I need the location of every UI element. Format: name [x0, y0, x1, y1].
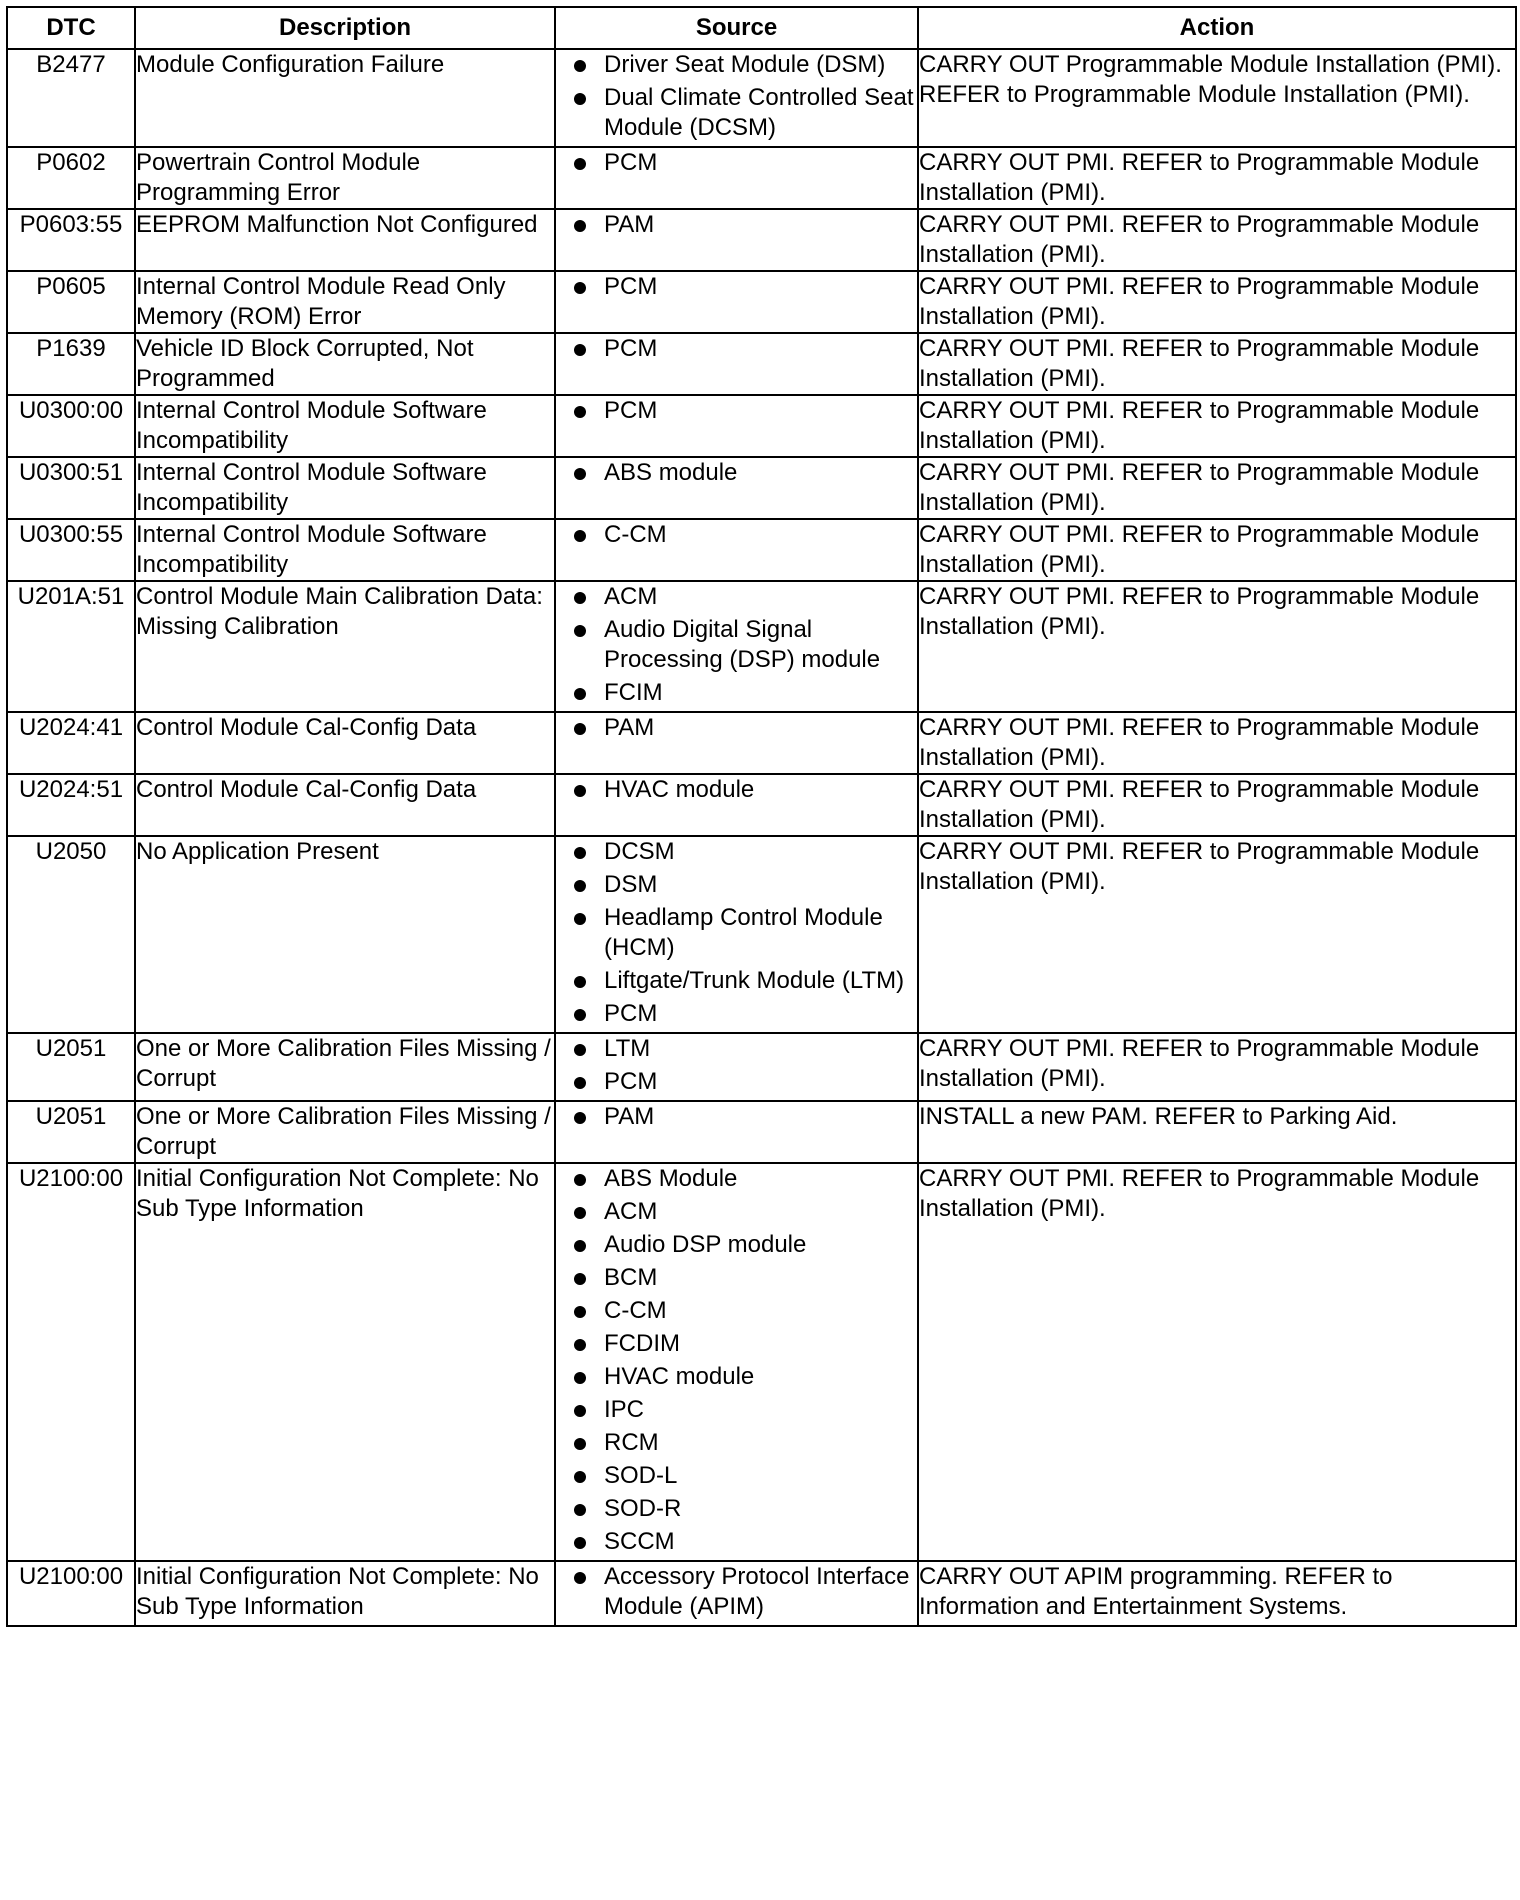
source-label: Headlamp Control Module (HCM): [604, 904, 883, 961]
source-label: Audio DSP module: [604, 1231, 807, 1258]
dtc-code: U2050: [7, 836, 135, 1033]
dtc-code: U0300:00: [7, 395, 135, 457]
source-item: [556, 775, 917, 805]
source-item: [556, 1395, 917, 1425]
dtc-source: [555, 209, 918, 271]
bullet-icon: [574, 1009, 586, 1021]
bullet-icon: [574, 1044, 586, 1056]
source-label: PCM: [604, 149, 658, 176]
dtc-description: Control Module Main Calibration Data: Missing Calibration: [135, 581, 555, 712]
dtc-action: CARRY OUT PMI. REFER to Programmable Module Installation (PMI).: [918, 1033, 1516, 1101]
dtc-description: Control Module Cal-Config Data: [135, 774, 555, 836]
source-item: [556, 1197, 917, 1227]
table-row: [7, 581, 1516, 712]
source-list: [556, 272, 917, 302]
dtc-action: CARRY OUT PMI. REFER to Programmable Module Installation (PMI).: [918, 333, 1516, 395]
source-label: Accessory Protocol Interface Module (APIM): [604, 1563, 910, 1620]
source-label: C-CM: [604, 1297, 667, 1324]
source-item: [556, 1263, 917, 1293]
dtc-source: [555, 395, 918, 457]
dtc-code: U2024:51: [7, 774, 135, 836]
dtc-action: CARRY OUT PMI. REFER to Programmable Module Installation (PMI).: [918, 836, 1516, 1033]
dtc-source: [555, 457, 918, 519]
dtc-source: [555, 581, 918, 712]
dtc-description: Control Module Cal-Config Data: [135, 712, 555, 774]
dtc-code: P0605: [7, 271, 135, 333]
bullet-icon: [574, 723, 586, 735]
source-label: C-CM: [604, 521, 667, 548]
dtc-source: [555, 836, 918, 1033]
source-label: Driver Seat Module (DSM): [604, 51, 886, 78]
source-item: [556, 1494, 917, 1524]
dtc-description: Internal Control Module Software Incompatibility: [135, 457, 555, 519]
source-item: [556, 396, 917, 426]
source-item: [556, 903, 917, 963]
bullet-icon: [574, 93, 586, 105]
bullet-icon: [574, 1438, 586, 1450]
source-list: [556, 837, 917, 1029]
header-description: Description: [135, 7, 555, 49]
dtc-description: One or More Calibration Files Missing / Corrupt: [135, 1101, 555, 1163]
source-label: ABS module: [604, 459, 738, 486]
table-header-row: [7, 7, 1516, 49]
bullet-icon: [574, 880, 586, 892]
source-list: [556, 334, 917, 364]
dtc-source: [555, 49, 918, 147]
source-label: ABS Module: [604, 1165, 738, 1192]
header-dtc: DTC: [7, 7, 135, 49]
source-item: [556, 678, 917, 708]
bullet-icon: [574, 1504, 586, 1516]
bullet-icon: [574, 406, 586, 418]
bullet-icon: [574, 158, 586, 170]
table-row: [7, 49, 1516, 147]
bullet-icon: [574, 1537, 586, 1549]
source-item: [556, 1296, 917, 1326]
dtc-source: [555, 1163, 918, 1561]
source-label: RCM: [604, 1429, 659, 1456]
source-item: [556, 966, 917, 996]
source-list: [556, 210, 917, 240]
dtc-action: CARRY OUT PMI. REFER to Programmable Module Installation (PMI).: [918, 519, 1516, 581]
table-row: [7, 836, 1516, 1033]
bullet-icon: [574, 1339, 586, 1351]
table-row: [7, 395, 1516, 457]
bullet-icon: [574, 282, 586, 294]
source-list: [556, 1164, 917, 1557]
table-row: [7, 457, 1516, 519]
dtc-code: B2477: [7, 49, 135, 147]
bullet-icon: [574, 913, 586, 925]
source-label: PCM: [604, 397, 658, 424]
source-item: [556, 334, 917, 364]
source-item: [556, 1527, 917, 1557]
bullet-icon: [574, 1471, 586, 1483]
bullet-icon: [574, 976, 586, 988]
source-item: [556, 1562, 917, 1622]
bullet-icon: [574, 1405, 586, 1417]
source-label: IPC: [604, 1396, 645, 1423]
dtc-description: Module Configuration Failure: [135, 49, 555, 147]
source-list: [556, 582, 917, 708]
bullet-icon: [574, 1240, 586, 1252]
dtc-action: CARRY OUT PMI. REFER to Programmable Module Installation (PMI).: [918, 1163, 1516, 1561]
bullet-icon: [574, 625, 586, 637]
dtc-code: U0300:55: [7, 519, 135, 581]
bullet-icon: [574, 847, 586, 859]
dtc-action: CARRY OUT APIM programming. REFER to Information and Entertainment Systems.: [918, 1561, 1516, 1626]
dtc-description: Internal Control Module Software Incompatibility: [135, 395, 555, 457]
dtc-code: U2100:00: [7, 1561, 135, 1626]
source-label: HVAC module: [604, 776, 755, 803]
source-label: Liftgate/Trunk Module (LTM): [604, 967, 905, 994]
source-item: [556, 50, 917, 80]
source-list: [556, 148, 917, 178]
source-label: DSM: [604, 871, 658, 898]
bullet-icon: [574, 468, 586, 480]
dtc-source: [555, 519, 918, 581]
table-row: [7, 1101, 1516, 1163]
dtc-code: P1639: [7, 333, 135, 395]
source-item: [556, 1102, 917, 1132]
dtc-action: CARRY OUT PMI. REFER to Programmable Module Installation (PMI).: [918, 712, 1516, 774]
dtc-code: P0603:55: [7, 209, 135, 271]
source-list: [556, 50, 917, 143]
dtc-source: [555, 1033, 918, 1101]
table-row: [7, 209, 1516, 271]
bullet-icon: [574, 344, 586, 356]
source-item: [556, 713, 917, 743]
source-item: [556, 582, 917, 612]
source-label: FCDIM: [604, 1330, 680, 1357]
source-label: PAM: [604, 714, 655, 741]
dtc-action: CARRY OUT PMI. REFER to Programmable Module Installation (PMI).: [918, 271, 1516, 333]
source-label: SOD-R: [604, 1495, 682, 1522]
source-item: [556, 1164, 917, 1194]
dtc-action: CARRY OUT PMI. REFER to Programmable Module Installation (PMI).: [918, 209, 1516, 271]
dtc-description: Internal Control Module Read Only Memory (ROM) Error: [135, 271, 555, 333]
source-item: [556, 999, 917, 1029]
source-label: BCM: [604, 1264, 658, 1291]
source-list: [556, 458, 917, 488]
table-body: [7, 49, 1516, 1626]
bullet-icon: [574, 688, 586, 700]
source-item: [556, 1329, 917, 1359]
source-item: [556, 1461, 917, 1491]
source-list: [556, 520, 917, 550]
source-label: HVAC module: [604, 1363, 755, 1390]
bullet-icon: [574, 1306, 586, 1318]
source-item: [556, 148, 917, 178]
dtc-action: CARRY OUT PMI. REFER to Programmable Module Installation (PMI).: [918, 457, 1516, 519]
source-label: PAM: [604, 211, 655, 238]
source-label: LTM: [604, 1035, 651, 1062]
dtc-description: One or More Calibration Files Missing / Corrupt: [135, 1033, 555, 1101]
table-row: [7, 1033, 1516, 1101]
source-item: [556, 83, 917, 143]
source-label: Audio Digital Signal Processing (DSP) module: [604, 616, 881, 673]
dtc-action: CARRY OUT PMI. REFER to Programmable Module Installation (PMI).: [918, 774, 1516, 836]
bullet-icon: [574, 1372, 586, 1384]
dtc-description: Internal Control Module Software Incompatibility: [135, 519, 555, 581]
bullet-icon: [574, 530, 586, 542]
dtc-source: [555, 271, 918, 333]
source-item: [556, 1428, 917, 1458]
table-row: [7, 1561, 1516, 1626]
source-item: [556, 520, 917, 550]
dtc-source: [555, 147, 918, 209]
dtc-code: U0300:51: [7, 457, 135, 519]
bullet-icon: [574, 1174, 586, 1186]
dtc-action: CARRY OUT Programmable Module Installation (PMI). REFER to Programmable Module Installation (PMI).: [918, 49, 1516, 147]
source-label: ACM: [604, 1198, 658, 1225]
source-item: [556, 1230, 917, 1260]
table-row: [7, 1163, 1516, 1561]
dtc-code: P0602: [7, 147, 135, 209]
table-row: [7, 147, 1516, 209]
source-label: ACM: [604, 583, 658, 610]
source-list: [556, 1034, 917, 1097]
dtc-code: U2100:00: [7, 1163, 135, 1561]
table-row: [7, 712, 1516, 774]
dtc-source: [555, 1101, 918, 1163]
source-list: [556, 775, 917, 805]
source-item: [556, 870, 917, 900]
dtc-action: CARRY OUT PMI. REFER to Programmable Module Installation (PMI).: [918, 581, 1516, 712]
bullet-icon: [574, 1077, 586, 1089]
table-row: [7, 333, 1516, 395]
dtc-action: CARRY OUT PMI. REFER to Programmable Module Installation (PMI).: [918, 147, 1516, 209]
bullet-icon: [574, 60, 586, 72]
source-label: PCM: [604, 335, 658, 362]
source-item: [556, 1034, 917, 1064]
dtc-description: Vehicle ID Block Corrupted, Not Programmed: [135, 333, 555, 395]
dtc-code: U2051: [7, 1101, 135, 1163]
dtc-description: No Application Present: [135, 836, 555, 1033]
source-item: [556, 615, 917, 675]
source-label: SCCM: [604, 1528, 675, 1555]
source-list: [556, 396, 917, 426]
dtc-source: [555, 774, 918, 836]
bullet-icon: [574, 220, 586, 232]
dtc-description: Powertrain Control Module Programming Error: [135, 147, 555, 209]
source-item: [556, 272, 917, 302]
source-label: PAM: [604, 1103, 655, 1130]
bullet-icon: [574, 1207, 586, 1219]
header-action: Action: [918, 7, 1516, 49]
source-label: FCIM: [604, 679, 663, 706]
document-page: [6, 6, 1515, 1627]
header-source: Source: [555, 7, 918, 49]
dtc-code: U201A:51: [7, 581, 135, 712]
dtc-description: EEPROM Malfunction Not Configured: [135, 209, 555, 271]
dtc-description: Initial Configuration Not Complete: No Sub Type Information: [135, 1561, 555, 1626]
source-list: [556, 1102, 917, 1132]
table-row: [7, 271, 1516, 333]
source-item: [556, 458, 917, 488]
bullet-icon: [574, 1112, 586, 1124]
table-row: [7, 774, 1516, 836]
dtc-code: U2051: [7, 1033, 135, 1101]
bullet-icon: [574, 1273, 586, 1285]
source-item: [556, 1067, 917, 1097]
dtc-description: Initial Configuration Not Complete: No Sub Type Information: [135, 1163, 555, 1561]
source-list: [556, 1562, 917, 1622]
dtc-action: CARRY OUT PMI. REFER to Programmable Module Installation (PMI).: [918, 395, 1516, 457]
dtc-source: [555, 333, 918, 395]
source-item: [556, 1362, 917, 1392]
source-label: DCSM: [604, 838, 675, 865]
source-item: [556, 210, 917, 240]
source-label: SOD-L: [604, 1462, 678, 1489]
source-label: Dual Climate Controlled Seat Module (DCSM): [604, 84, 914, 141]
source-item: [556, 837, 917, 867]
dtc-source: [555, 1561, 918, 1626]
source-label: PCM: [604, 1068, 658, 1095]
dtc-code: U2024:41: [7, 712, 135, 774]
bullet-icon: [574, 592, 586, 604]
bullet-icon: [574, 1572, 586, 1584]
source-label: PCM: [604, 1000, 658, 1027]
table-row: [7, 519, 1516, 581]
dtc-table: [6, 6, 1517, 1627]
source-label: PCM: [604, 273, 658, 300]
bullet-icon: [574, 785, 586, 797]
dtc-source: [555, 712, 918, 774]
dtc-action: INSTALL a new PAM. REFER to Parking Aid.: [918, 1101, 1516, 1163]
source-list: [556, 713, 917, 743]
